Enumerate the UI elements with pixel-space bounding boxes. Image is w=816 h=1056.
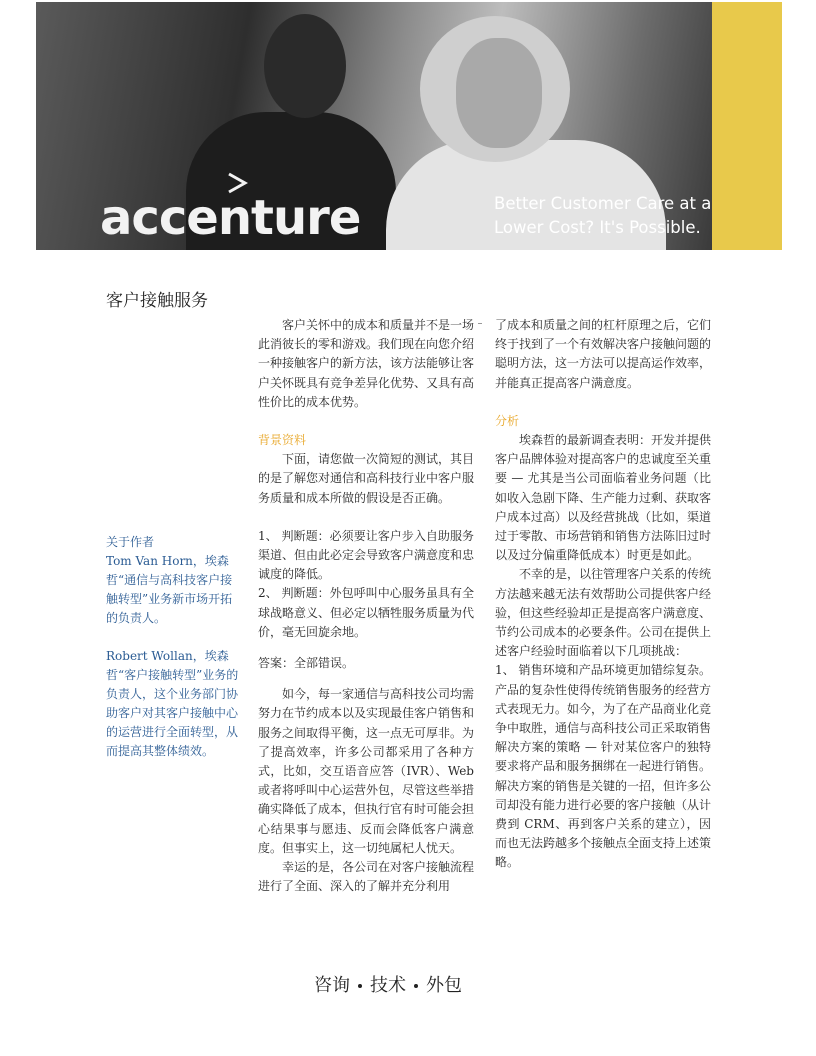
banner-tagline: Better Customer Care at a Lower Cost? It's Possible. [494, 194, 712, 237]
quiz-item [258, 527, 474, 585]
paragraph: 下面，请您做一次简短的测试，其目的是了解您对通信和高科技行业中客户服务质量和成本所做的假设是否正确。 [258, 452, 475, 505]
quiz-text: 必须要让客户步入自助服务渠道、但由此必定会导致客户满意度和忠诚度的降低。 [258, 528, 475, 582]
footer-item: 咨询 [314, 975, 350, 996]
author-sidebar [106, 533, 240, 761]
quiz-item [258, 584, 474, 642]
challenge-item [495, 661, 711, 872]
footer-services [0, 971, 776, 997]
footer-item: 技术 [370, 975, 406, 996]
person-silhouette [264, 14, 346, 118]
paragraph: 如今，每一家通信与高科技公司均需努力在节约成本以及实现最佳客户销售和服务之间取得平衡，这一点无可厚非。为了提高效率，许多公司都采用了各种方式，比如，交互语音应答（IVR）、Web 或者将呼叫中心运营外包，尽管这些举措确实降低了成本，但执行官有时可能会担心结果事与愿违、反而会降低客户满意度。但事实上，这一切纯属杞人忧天。 [258, 687, 475, 855]
challenge-text: 产品的复杂性使得传统销售服务的经营方式表现无力。如今，为了在产品商业化竞争中取胜，通信与高科技公司正采取销售解决方案的策略 — 针对某位客户的独特要求将产品和服务捆绑在一起进行销售。解决方案的销售是关键的一招，但许多公司却没有能力进行必要的客户接触（从计费到 CRM、再到客户关系的建立），因而也无法跨越多个接触点全面支持上述策略。 [495, 682, 712, 870]
author-bio: Tom Van Horn，埃森哲“通信与高科技客户接触转型”业务新市场开拓的负责人。 [106, 554, 233, 625]
paragraph: 不幸的是，以往管理客户关系的传统方法越来越无法有效帮助公司提供客户经验，但这些经验却正是提高客户满意度、节约公司成本的必要条件。公司在提供上述客户经验时面临着以下几项挑战： [495, 567, 712, 659]
quiz-text: 外包呼叫中心服务虽具有全球战略意义、但必定以牺牲服务质量为代价，毫无回旋余地。 [258, 586, 475, 639]
bullet-separator [414, 984, 418, 988]
quiz-label: 1、 判断题： [258, 528, 330, 543]
body-column-middle [258, 316, 474, 896]
bullet-separator [358, 984, 362, 988]
person-silhouette [456, 38, 542, 148]
footer-item: 外包 [426, 975, 462, 996]
accent-strip [712, 2, 782, 250]
header-banner [36, 2, 782, 250]
paragraph: 了成本和质量之间的杠杆原理之后，它们终于找到了一个有效解决客户接触问题的聪明方法，这一方法可以提高运作效率，并能真正提高客户满意度。 [495, 318, 712, 390]
divider [478, 323, 482, 324]
body-column-right [495, 316, 711, 873]
paragraph: 埃森哲的最新调查表明：开发并提供客户品牌体验对提高客户的忠诚度至关重要 — 尤其是当公司面临着业务问题（比如收入急剧下降、生产能力过剩、获取客户成本过高）以及经营挑战（比如，渠道过于零散、市场营销和销售方法陈旧过时以及过分偏重降低成本）时更是如此。 [495, 433, 712, 563]
paragraph: 幸运的是，各公司在对客户接触流程进行了全面、深入的了解并充分利用 [258, 860, 475, 894]
section-heading: 分析 [495, 413, 520, 428]
logo-wordmark: accenture [100, 190, 361, 246]
section-heading: 背景资料 [258, 433, 307, 448]
answer: 答案：全部错误。 [258, 656, 355, 671]
paragraph: 客户关怀中的成本和质量并不是一场此消彼长的零和游戏。我们现在向您介绍一种接触客户的新方法，该方法能够让客户关怀既具有竞争差异化优势、又具有高性价比的成本优势。 [258, 318, 475, 409]
page-title: 客户接触服务 [106, 291, 208, 311]
challenge-label: 1、 销售环境和产品环境更加错综复杂。 [495, 663, 711, 678]
author-heading: 关于作者 [106, 535, 155, 549]
author-bio: Robert Wollan，埃森哲“客户接触转型”业务的负责人，这个业务部门协助客户对其客户接触中心的运营进行全面转型，从而提高其整体绩效。 [106, 649, 239, 758]
banner-photo [36, 2, 712, 250]
quiz-label: 2、 判断题： [258, 586, 330, 601]
